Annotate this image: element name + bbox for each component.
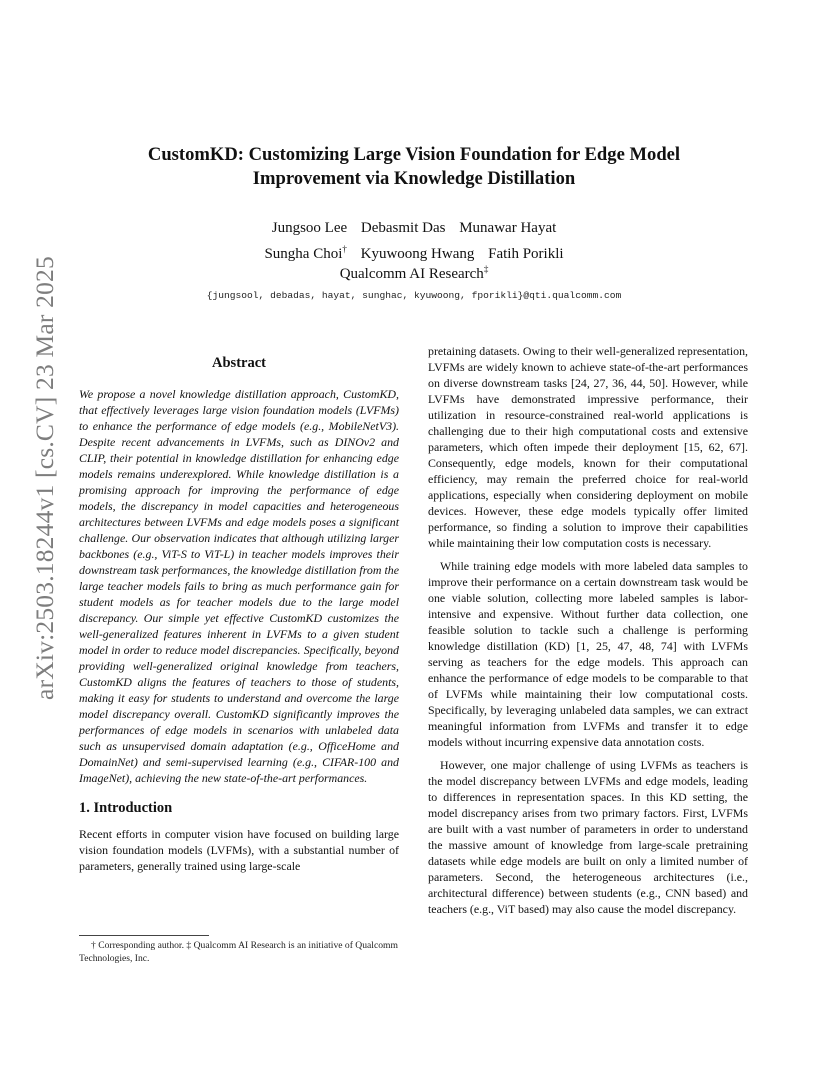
paper-title: CustomKD: Customizing Large Vision Foundation for Edge Model Improvement via Knowledge Distillation (147, 144, 681, 189)
author-emails: {jungsool, debadas, hayat, sunghac, kyuwoong, fporikli}@qti.qualcomm.com (206, 290, 622, 301)
body-paragraph: pretaining datasets. Owing to their well-generalized representation, LVFMs are widely known to achieve state-of-the-art performances on diverse downstream tasks [24, 27, 36, 44, 50]. However, while LVFMs have demonstrated impressive performance, their utilization in resource-constrained real-world applications is challenging due to their high computational costs and extensive parameters, which often impede their deployment [15, 62, 67]. Consequently, edge models, known for their computational efficiency, may remain the preferred choice for real-world applications, especially when considering deployment on mobile devices. However, these edge models typically offer limited performance, so finding a solution to improve their capabilities while maintaining their low computation costs is necessary. (428, 344, 748, 550)
author-name-text: Sungha Choi (264, 246, 343, 262)
arxiv-identifier (22, 256, 68, 700)
author-name: Munawar Hayat (459, 220, 557, 236)
author-row-1 (100, 218, 728, 239)
author-list (100, 218, 728, 265)
author-name (264, 246, 346, 262)
introduction-paragraph: Recent efforts in computer vision have focused on building large vision foundation models (LVFMs), with a substantial number of parameters, generally trained using large-scale (79, 827, 399, 873)
footnote (79, 935, 399, 965)
author-name: Jungsoo Lee (271, 220, 348, 236)
author-name: Kyuwoong Hwang (360, 246, 475, 262)
author-name: Debasmit Das (360, 220, 446, 236)
body-paragraph: While training edge models with more labeled data samples to improve their performance on a certain downstream task would be one viable solution, collecting more labeled samples is labor-intensive and expensive. Without further data collection, one feasible solution to tackle such a challenge is performing knowledge distillation (KD) [1, 25, 47, 48, 74] with LVFMs serving as teachers for the edge models. This approach can enhance the performance of edge models to be comparable to that of LVFMs while maintaining their low computational costs. Specifically, by leveraging unlabeled data samples, we can extract meaningful information from LVFMs and transfer it to edge models without incurring expensive data annotation costs. (428, 559, 748, 749)
abstract-heading: Abstract (212, 355, 266, 371)
corresponding-mark: † (342, 244, 347, 254)
affiliation-name: Qualcomm AI Research (339, 266, 484, 282)
author-name: Fatih Porikli (488, 246, 564, 262)
footnote-text: † Corresponding author. ‡ Qualcomm AI Research is an initiative of Qualcomm Technologies, Inc. (79, 940, 398, 964)
author-row-2 (100, 239, 728, 265)
affiliation-mark: ‡ (483, 264, 489, 274)
affiliation (100, 264, 728, 283)
abstract-text: We propose a novel knowledge distillation approach, CustomKD, that effectively leverages large vision foundation models (LVFMs) to enhance the performance of edge models (e.g., MobileNetV3). Despite recent advancements in LVFMs, such as DINOv2 and CLIP, their potential in knowledge distillation for enhancing edge models remains underexplored. While knowledge distillation is a promising approach for improving the performance of edge models, the discrepancy in model capacities and heterogeneous architectures between LVFMs and edge models poses a significant challenge. Our observation indicates that although utilizing larger backbones (e.g., ViT-S to ViT-L) in teacher models improves their downstream task performances, the knowledge distillation from the large teacher models fails to bring as much performance gain for student models as for teacher models due to the large model discrepancy. Our simple yet effective CustomKD customizes the well-generalized features inherent in LVFMs to a given student model in order to reduce model discrepancies. Specifically, beyond providing well-generalized original knowledge from teachers, CustomKD aligns the features of teachers to those of students, making it easy for students to understand and overcome the large model discrepancy overall. CustomKD significantly improves the performances of edge models in scenarios with unlabeled data such as unsupervised domain adaptation (e.g., OfficeHome and DomainNet) and semi-supervised learning (e.g., CIFAR-100 and ImageNet), achieving the new state-of-the-art performances. (79, 387, 399, 785)
arxiv-id-text: arXiv:2503.18244v1 [cs.CV] 23 Mar 2025 (30, 256, 60, 700)
introduction-heading: 1. Introduction (79, 800, 173, 816)
left-column (79, 355, 399, 874)
footnote-rule (79, 935, 209, 936)
right-column (428, 343, 748, 917)
body-paragraph: However, one major challenge of using LVFMs as teachers is the model discrepancy between LVFMs and edge models, leading to differences in representation spaces. In this KD setting, the model discrepancy arises from two primary factors. First, LVFMs are built with a vast number of parameters in order to understand the massive amount of knowledge from large-scale pretraining datasets while edge models are built on only a limited number of parameters. Second, the heterogeneous architectures (i.e., architectural difference) between students (e.g., CNN based) and teachers (e.g., ViT based) may also cause the model discrepancy. (428, 758, 748, 916)
